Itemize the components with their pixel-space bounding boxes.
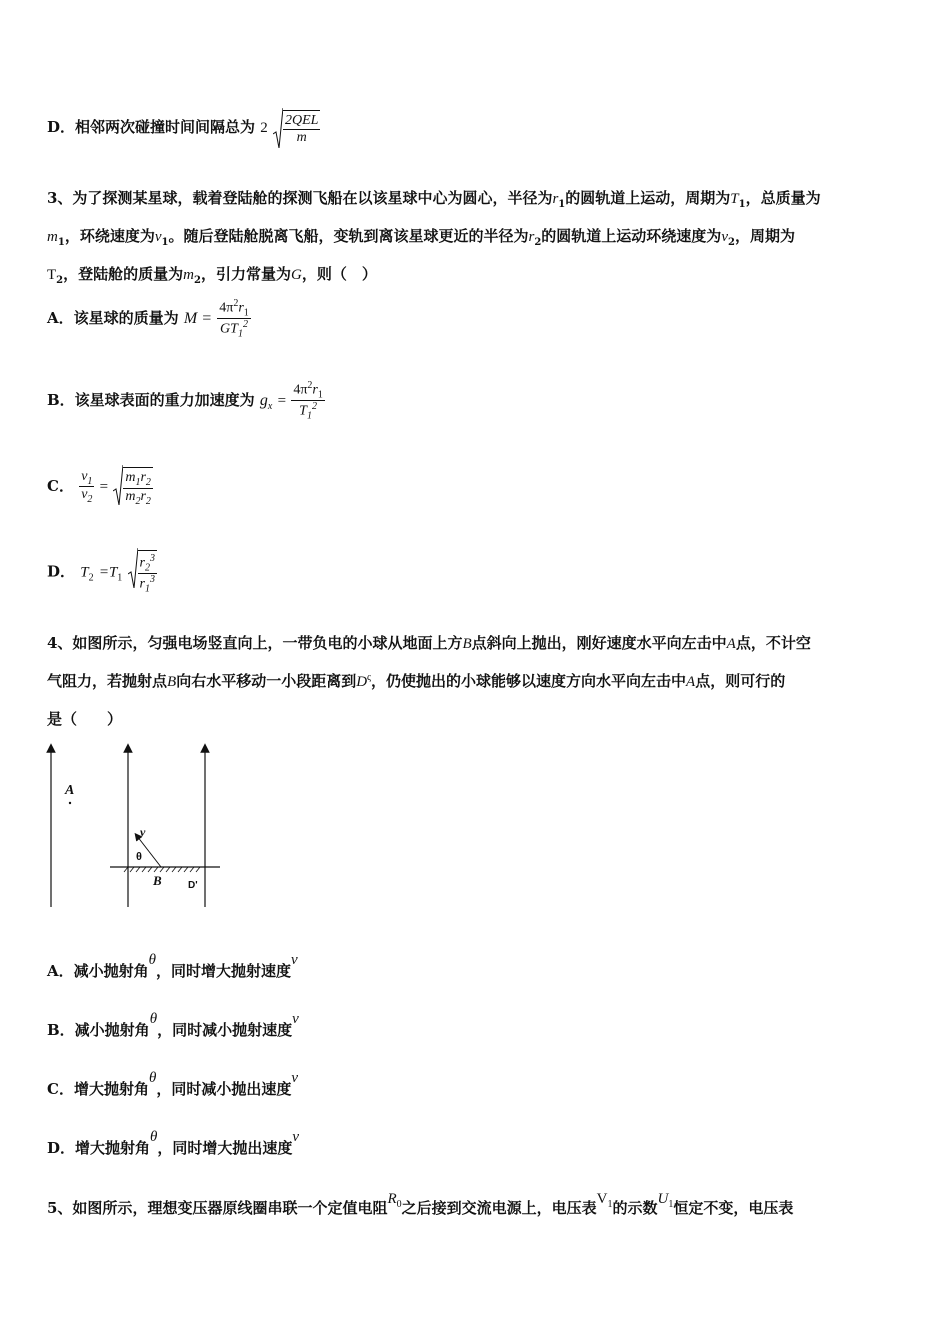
q3-text: ，则（ ） [301,265,377,283]
q4-D: D [356,674,368,690]
q3-T1-sub: 1 [738,199,746,210]
q3-option-c-den: m [125,488,136,504]
q3-option-a-den-sub: 1 [237,328,243,340]
q4-option-d [47,1129,300,1158]
q5-V1-sub: 1 [607,1199,613,1210]
q3-v1: v [154,229,162,245]
q5-U1-sub: 1 [668,1199,674,1210]
q5-stem-line1 [47,1191,794,1220]
q3-option-b-sub: x [267,400,273,412]
q5-text: 之后接到交流电源上，电压表 [401,1199,597,1217]
q3-option-c-v2-sub: 2 [87,494,93,506]
q4-option-a-text: ，同时增大抛射速度 [156,962,292,980]
q3-option-b-den-sup: 2 [311,401,317,413]
q4-text: 向右水平移动一小段距离到 [176,672,357,690]
q3-option-c-sqrt [113,467,153,507]
q3-G: G [290,267,302,283]
q3-option-a-lhs: M = [183,309,212,327]
q3-option-a [47,298,251,340]
q3-option-d-num-sup: 3 [149,553,155,564]
q3-option-d-den: r [139,577,145,593]
q3-option-d-den-sub: 1 [144,583,150,595]
q3-stem-line3 [47,263,377,286]
q3-text: ，周期为 [734,227,795,245]
q3-stem-line1 [47,187,821,210]
q2-option-d-den: m [296,130,307,145]
q4-option-d-theta: θ [150,1129,158,1145]
q3-option-c-den2-sub: 2 [145,495,151,507]
q4-text: 点，不计空 [735,634,811,652]
q3-option-b-num-sup: 2 [307,380,313,391]
q5-R0: R [387,1191,397,1207]
q3-option-b-lhs: g [259,391,268,409]
q4-option-b-theta: θ [149,1011,158,1027]
q4-option-d-label: D．增大抛射角 [47,1139,151,1157]
q3-option-d-sqrt [128,550,157,595]
q3-option-d-num: r [139,555,145,571]
q2-option-d-num: 2QEL [284,113,319,128]
q3-option-d-num-sub: 2 [144,562,150,574]
q4-A: A [686,674,696,690]
q3-option-c-num2-sub: 2 [145,476,151,488]
q4-text: 气阻力，若抛射点 [47,672,168,690]
q3-option-c-den-sub: 2 [135,495,141,507]
q3-option-b-num-r: r [312,382,318,398]
q3-option-c-v1-sub: 1 [87,475,93,487]
q5-V1: V [596,1191,608,1207]
q3-text: ，登陆舱的质量为 [63,265,184,283]
q3-option-c-den2: r [140,488,146,504]
q3-r1-sub: 1 [558,199,566,210]
q3-option-b-label: B．该星球表面的重力加速度为 [47,390,255,409]
q4-text: 4、如图所示，匀强电场竖直向上，一带负电的小球从地面上方 [47,634,463,652]
q3-option-c-label: C． [47,476,74,495]
q3-option-a-num: 4π [219,300,234,316]
q2-option-d [47,110,320,146]
q3-m1-sub: 1 [57,237,65,248]
q3-r2-sub: 2 [534,237,542,248]
q3-option-a-num-sub: 1 [243,307,249,319]
q3-option-b-den-sub: 1 [306,410,312,422]
q5-text: 的示数 [612,1199,658,1217]
q4-text: 点斜向上抛出，刚好速度水平向左击中 [471,634,727,652]
q3-option-a-label: A．该星球的质量为 [47,308,179,327]
q4-text: 点，则可行的 [695,672,786,690]
q3-option-c-num-sub: 1 [135,476,141,488]
q3-option-d-lhs-sub: 2 [88,572,94,584]
q3-m2-sub: 2 [194,275,201,286]
q3-option-a-den-sup: 2 [242,319,248,331]
q3-text: 3、为了探测某星球，载着登陆舱的探测飞船在以该星球中心为圆心，半径为 [47,189,553,207]
q3-option-c [47,467,153,507]
q2-option-d-coef: 2 [260,120,268,136]
q3-T1: T [730,191,739,207]
q4-figure [44,742,224,912]
q3-text: 的圆轨道上运动环绕速度为 [541,227,722,245]
q4-option-a-theta: θ [148,952,157,968]
q3-option-b-eq: = [277,392,287,409]
q5-text: 5、如图所示，理想变压器原线圈串联一个定值电阻 [47,1199,388,1217]
q4-option-d-v: v [292,1129,300,1145]
q4-option-c-theta: θ [148,1070,157,1086]
q3-r2: r [528,229,535,245]
q3-option-c-eq: = [99,478,109,495]
figure-label-b: B [153,873,162,888]
q3-option-d-eq-sub: 1 [117,572,123,584]
q3-option-a-den: GT [220,322,238,338]
q3-option-a-num-sup: 2 [233,298,239,309]
q3-option-d [47,550,157,595]
q3-option-b-num: 4π [293,382,308,398]
q3-option-c-num2: r [140,470,146,485]
q3-option-b [47,380,325,422]
q4-B: B [167,674,177,690]
q4-option-d-text: ，同时增大抛出速度 [157,1139,293,1157]
q3-option-c-v1: v [81,468,88,484]
q3-v2-sub: 2 [727,237,735,248]
q4-A: A [726,636,736,652]
q3-text: ，环绕速度为 [64,227,155,245]
q5-U1: U [657,1191,669,1207]
q3-v1-sub: 1 [161,237,169,248]
q3-option-d-den-sup: 3 [149,574,155,586]
q3-option-b-den: T [299,404,307,420]
q3-option-c-v2: v [81,487,88,503]
q2-option-d-sqrt [273,110,320,146]
q3-option-a-num-r: r [238,300,244,316]
q3-T2: T [47,267,57,283]
q3-r1: r [552,191,559,207]
q5-text: 恒定不变，电压表 [673,1199,794,1217]
q3-stem-line2 [47,225,795,248]
q3-text: 。随后登陆舱脱离飞船，变轨到离该星球更近的半径为 [168,227,529,245]
q4-stem-line3 [47,708,122,729]
q5-R0-sub: 0 [396,1199,402,1210]
figure-label-d: D' [188,880,198,891]
q4-stem-line1 [47,632,811,653]
figure-label-v: v [140,825,146,839]
q4-option-a-v: v [291,952,298,968]
point-a-dot [69,802,71,804]
q3-v2: v [721,229,728,245]
q4-option-c-text: ，同时减小抛出速度 [156,1080,292,1098]
q4-B: B [462,636,472,652]
q3-text: 的圆轨道上运动，周期为 [565,189,731,207]
ground-hatching [124,867,200,872]
q4-option-b-label: B．减小抛射角 [47,1021,150,1039]
q4-text: ，仍使抛出的小球能够以速度方向水平向左击中 [371,672,687,690]
q3-m2: m [183,267,194,283]
q4-stem-line2 [47,670,785,691]
q4-option-b-text: ，同时减小抛射速度 [157,1021,293,1039]
q4-option-b-v: v [292,1011,299,1027]
q3-option-d-lhs: T [80,564,89,581]
q4-option-c [47,1070,299,1099]
q3-option-c-num: m [125,470,136,485]
q4-option-c-label: C．增大抛射角 [47,1080,149,1098]
q4-option-a-label: A．减小抛射角 [47,962,149,980]
q3-text: ，引力常量为 [200,265,291,283]
q2-option-d-label: D．相邻两次碰撞时间间隔总为 [47,118,256,136]
q4-D-prime: ς [367,672,372,683]
q3-option-b-num-sub: 1 [317,389,323,401]
q3-option-d-eq: =T [98,564,118,581]
q3-T2-sub: 2 [56,275,64,286]
q4-option-a [47,952,298,981]
q3-text: ，总质量为 [745,189,821,207]
q4-option-b [47,1011,299,1040]
q4-option-c-v: v [291,1070,299,1086]
figure-label-a: A [65,783,75,798]
q4-text: 是（ ） [47,710,123,728]
figure-label-theta: θ [136,851,142,863]
q3-option-d-label: D． [47,562,76,581]
q3-m1: m [47,229,58,245]
